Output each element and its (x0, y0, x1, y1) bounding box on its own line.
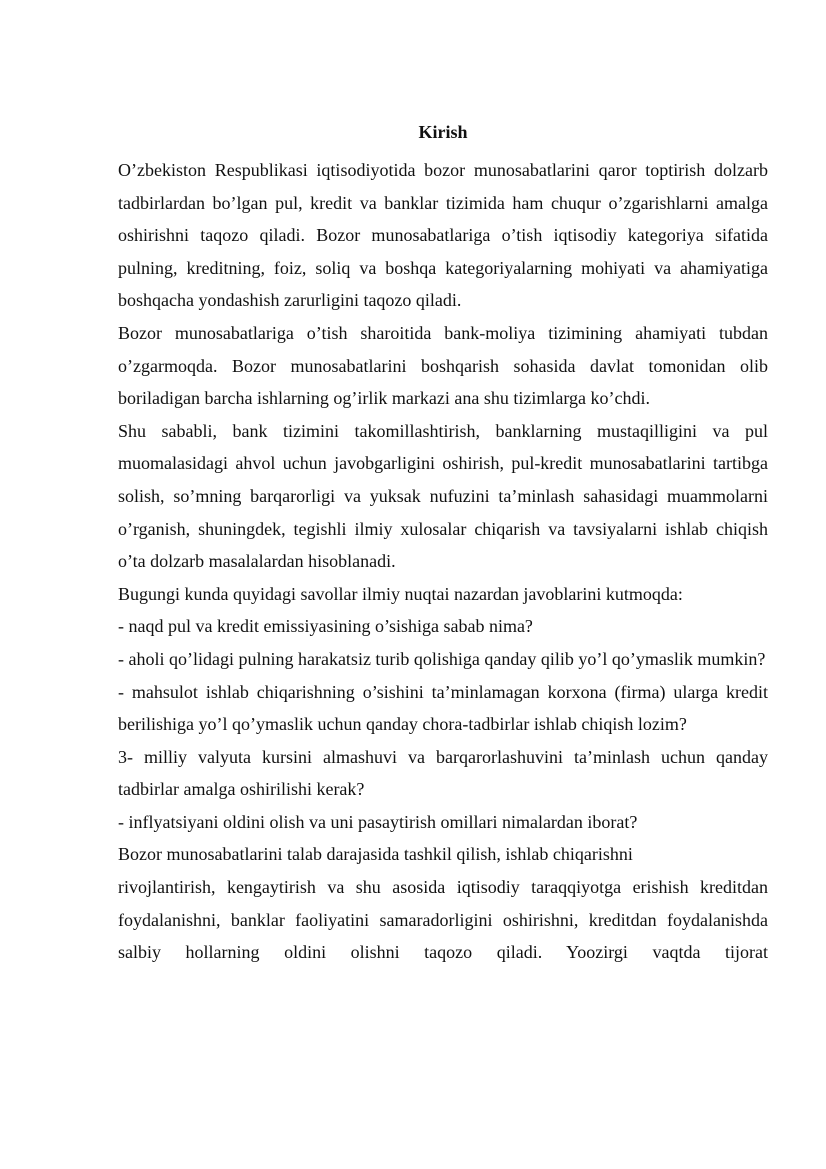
list-item-question-3: - mahsulot ishlab chiqarishning o’sishini ta’minlamagan korxona (firma) ularga kredit berilishiga yo’l qo’ymaslik uchun qanday chora-tadbirlar ishlab chiqish lozim? (118, 681, 768, 735)
paragraph-intro: O’zbekiston Respublikasi iqtisodiyotida bozor munosabatlarini qaror toptirish dolzarb tadbirlardan bo’lgan pul, kredit va banklar tizimida ham chuqur o’zgarishlarni amalga oshirishni taqozo qiladi. Bozor munosabatlariga o’tish iqtisodiy kategoriya sifatida pulning, kreditning, foiz, soliq va boshqa kategoriyalarning mohiyati va ahamiyatiga boshqacha yondashish zarurligini taqozo qiladi. (118, 160, 768, 311)
paragraph-reasons: Shu sababli, bank tizimini takomillashtirish, banklarning mustaqilligini va pul muomalasidagi ahvol uchun javobgarligini oshirish, pul-kredit munosabatlarini tartibga solish, so’mning barqarorligi va yuksak nufuzini ta’minlash sahasidagi muammolarni o’rganish, shuningdek, tegishli ilmiy xulosalar chiqarish va tavsiyalarni ishlab chiqish o’ta dolzarb masalalardan hisoblanadi. (118, 420, 768, 572)
paragraph-questions-intro: Bugungi kunda quyidagi savollar ilmiy nuqtai nazardan javoblarini kutmoqda: (118, 583, 683, 604)
list-item-question-5: - inflyatsiyani oldini olish va uni pasaytirish omillari nimalardan iborat? (118, 811, 638, 832)
paragraph-market-relations-continued: rivojlantirish, kengaytirish va shu asosida iqtisodiy taraqqiyotga erishish kreditdan foydalanishni, banklar faoliyatini samaradorligini oshirishni, kreditdan foydalanishda salbiy hollarning oldini olishni taqozo qiladi. Yoozirgi vaqtda tijorat (118, 877, 768, 963)
list-item-question-4: 3- milliy valyuta kursini almashuvi va barqarorlashuvini ta’minlash uchun qanday tadbirlar amalga oshirilishi kerak? (118, 746, 768, 800)
paragraph-banking-role: Bozor munosabatlariga o’tish sharoitida bank-moliya tizimining ahamiyati tubdan o’zgarmoqda. Bozor munosabatlarini boshqarish sohasida davlat tomonidan olib boriladigan barcha ishlarning og’irlik markazi ana shu tizimlarga ko’chdi. (118, 322, 768, 409)
list-item-question-1: - naqd pul va kredit emissiyasining o’sishiga sabab nima? (118, 616, 533, 637)
list-item-question-2: - aholi qo’lidagi pulning harakatsiz turib qolishiga qanday qilib yo’l qo’ymaslik mumkin? (118, 648, 766, 669)
document-page (118, 120, 768, 969)
paragraph-market-relations-start: Bozor munosabatlarini talab darajasida tashkil qilish, ishlab chiqarishni (118, 844, 633, 865)
document-title: Kirish (418, 122, 468, 142)
